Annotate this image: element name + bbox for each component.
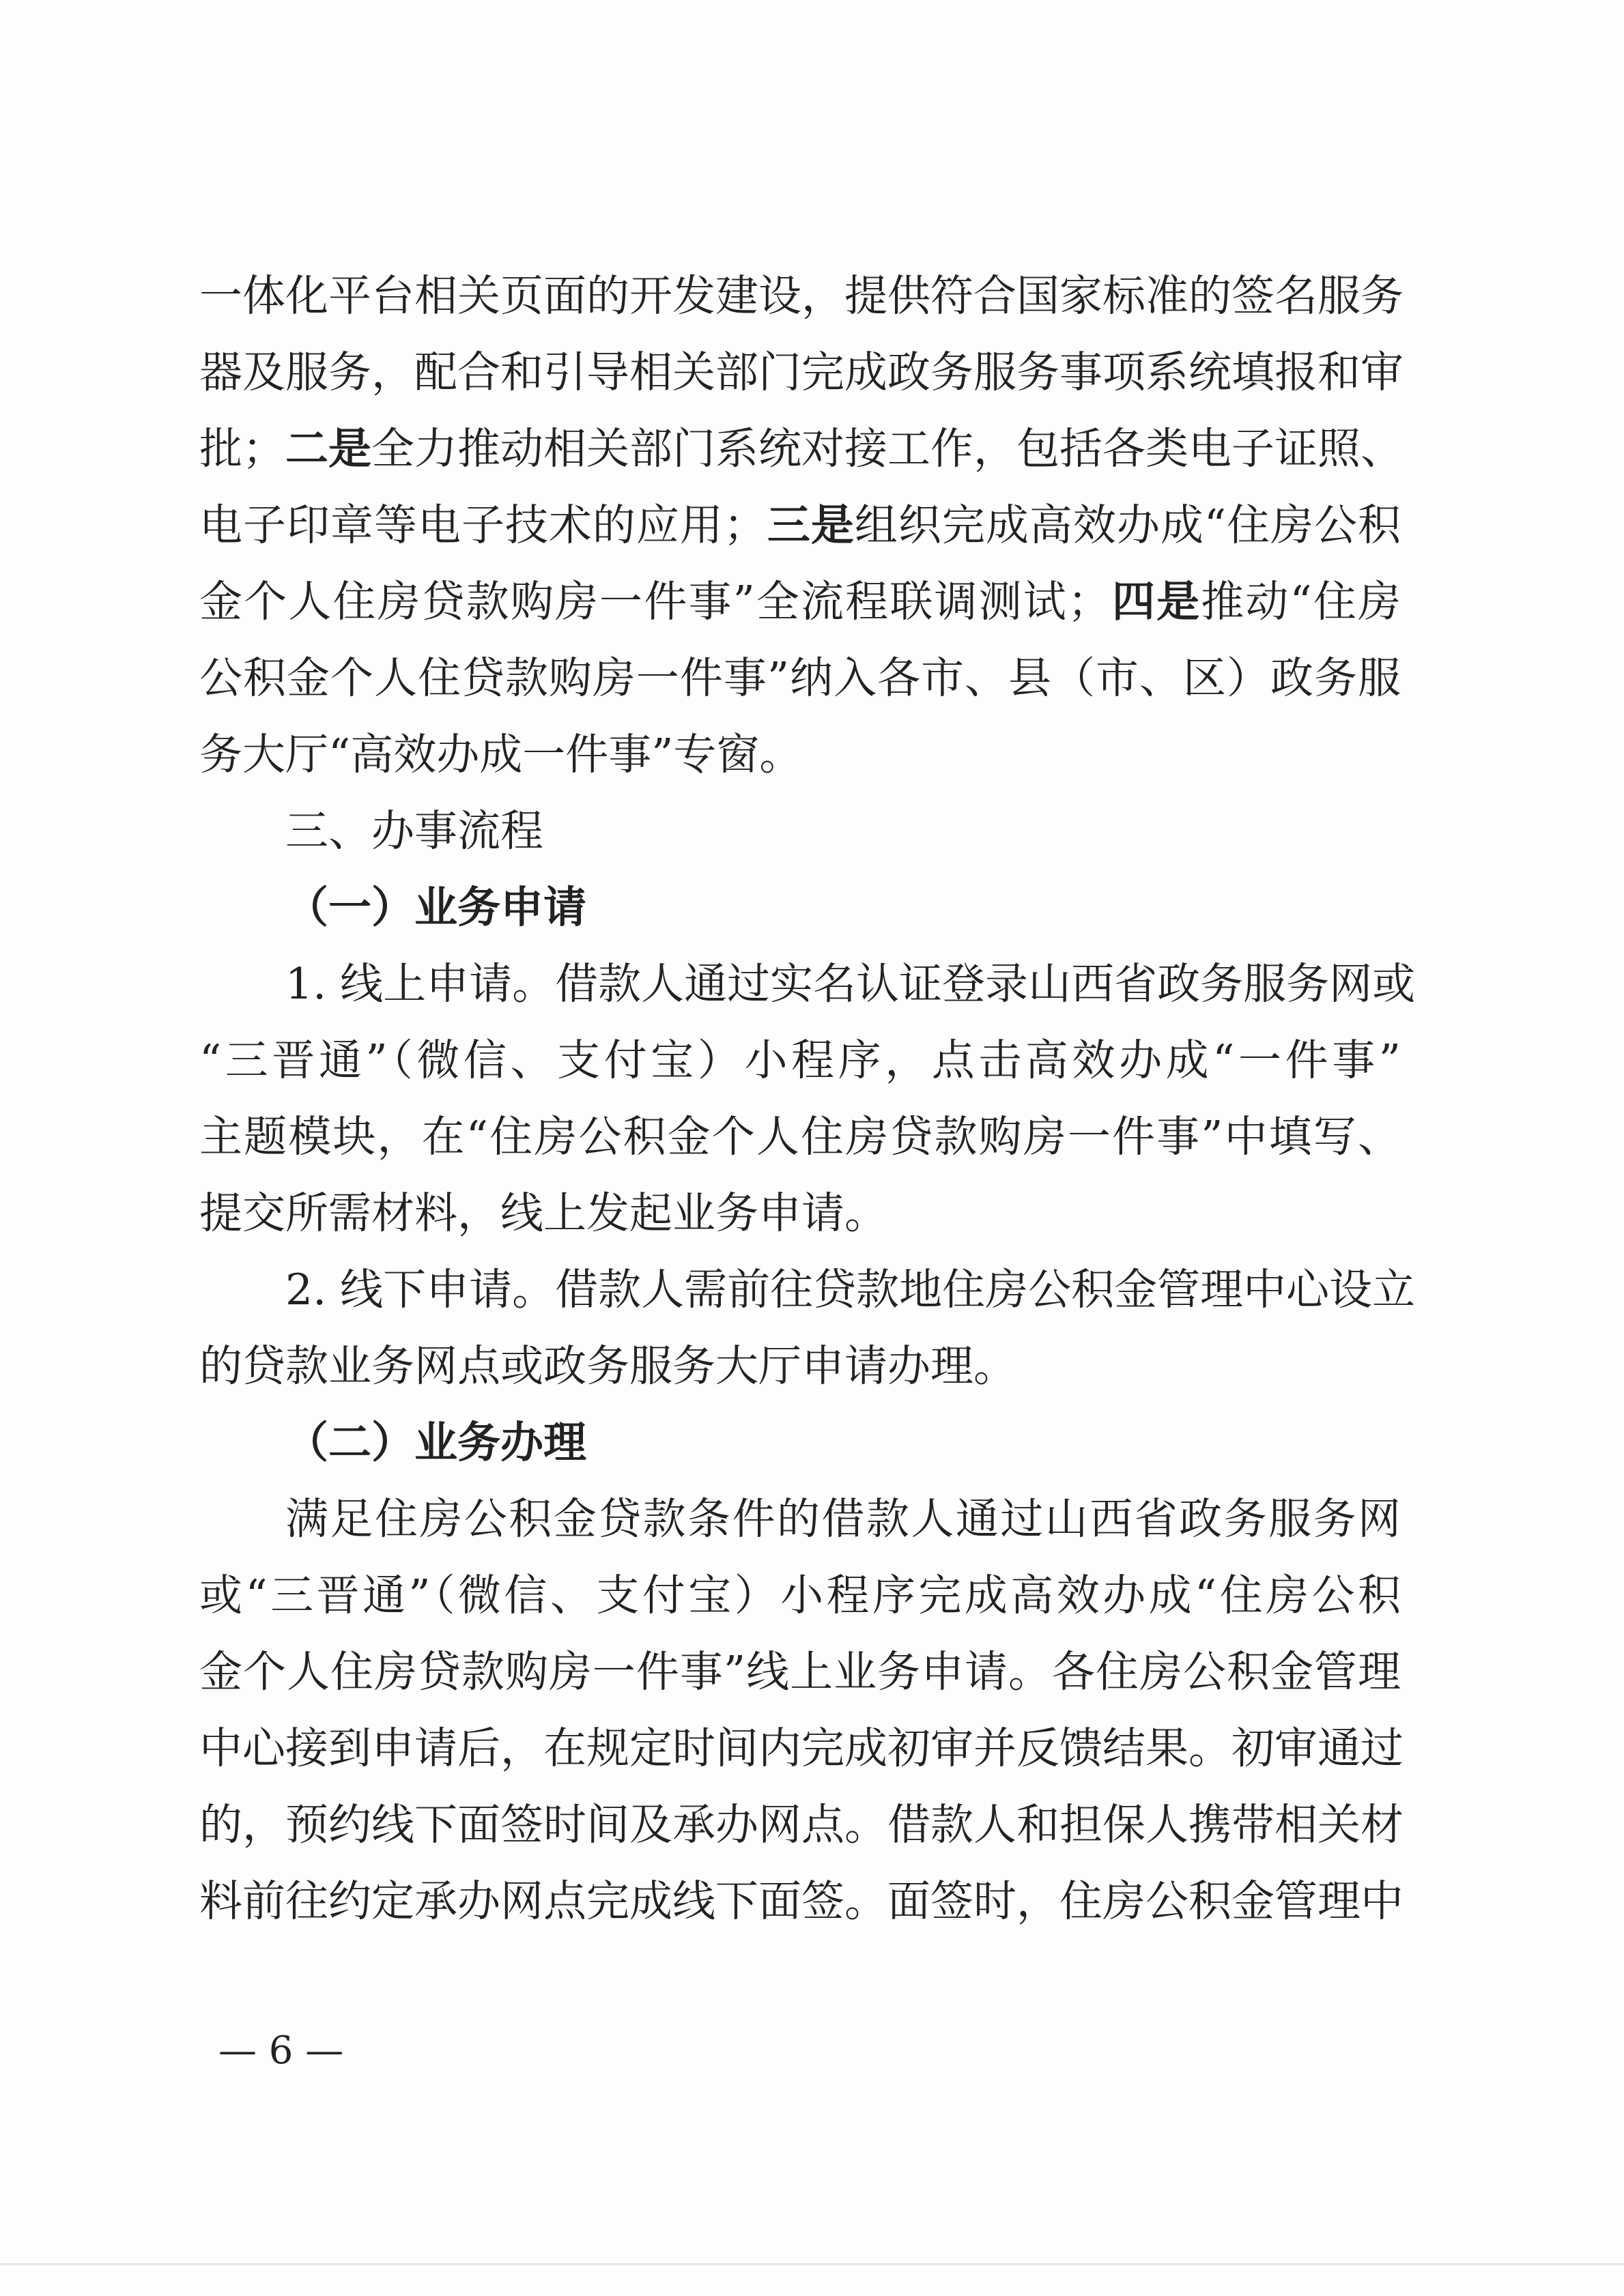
section-heading-procedure: 三、办事流程 bbox=[285, 806, 543, 856]
text-line: 提交所需材料，线上发起业务申请。 bbox=[199, 1188, 887, 1238]
text-line: 料前往约定承办网点完成线下面签。面签时，住房公积金管理中 bbox=[199, 1876, 1404, 1926]
text-line: 金个人住房贷款购房一件事”全流程联调测试；四是推动“住房 bbox=[199, 577, 1401, 627]
text-line: 批；二是全力推动相关部门系统对接工作，包括各类电子证照、 bbox=[199, 424, 1404, 474]
text-line: 中心接到申请后，在规定时间内完成初审并反馈结果。初审通过 bbox=[199, 1723, 1404, 1773]
text-line: 2. 线下申请。借款人需前往贷款地住房公积金管理中心设立 bbox=[285, 1265, 1416, 1315]
scan-edge-divider bbox=[0, 2263, 1624, 2265]
paragraph-processing bbox=[199, 1481, 1404, 1940]
document-body bbox=[199, 258, 1416, 1940]
text-line: 公积金个人住贷款购房一件事”纳入各市、县（市、区）政务服 bbox=[199, 653, 1401, 703]
subheading-application: （一）业务申请 bbox=[285, 882, 586, 932]
page-number: — 6 — bbox=[218, 2028, 344, 2073]
text-line: 或“三晋通”（微信、支付宝）小程序完成高效办成“住房公积 bbox=[199, 1570, 1401, 1620]
text-line: 电子印章等电子技术的应用；三是组织完成高效办成“住房公积 bbox=[199, 500, 1401, 550]
text-line: 器及服务，配合和引导相关部门完成政务服务事项系统填报和审 bbox=[199, 347, 1404, 397]
paragraph-platform-tasks bbox=[199, 258, 1404, 793]
text-line: 的贷款业务网点或政务服务大厅申请办理。 bbox=[199, 1341, 1016, 1391]
text-line: 1. 线上申请。借款人通过实名认证登录山西省政务服务网或 bbox=[285, 959, 1416, 1009]
text-line: “三晋通”（微信、支付宝）小程序，点击高效办成“一件事” bbox=[199, 1035, 1401, 1085]
paragraph-offline-application bbox=[199, 1252, 1416, 1405]
emphasis-second: 二是 bbox=[285, 424, 371, 474]
text-line: 主题模块，在“住房公积金个人住房贷款购房一件事”中填写、 bbox=[199, 1112, 1401, 1162]
text-line: 一体化平台相关页面的开发建设，提供符合国家标准的签名服务 bbox=[199, 271, 1404, 321]
emphasis-fourth: 四是 bbox=[1110, 577, 1201, 627]
text-line: 金个人住房贷款购房一件事”线上业务申请。各住房公积金管理 bbox=[199, 1647, 1401, 1697]
emphasis-third: 三是 bbox=[766, 500, 855, 550]
paragraph-online-application bbox=[199, 946, 1416, 1252]
subheading-processing: （二）业务办理 bbox=[285, 1418, 586, 1467]
text-line: 满足住房公积金贷款条件的借款人通过山西省政务服务网 bbox=[285, 1494, 1401, 1544]
text-line: 的，预约线下面签时间及承办网点。借款人和担保人携带相关材 bbox=[199, 1800, 1404, 1850]
text-line: 务大厅“高效办成一件事”专窗。 bbox=[199, 730, 803, 779]
